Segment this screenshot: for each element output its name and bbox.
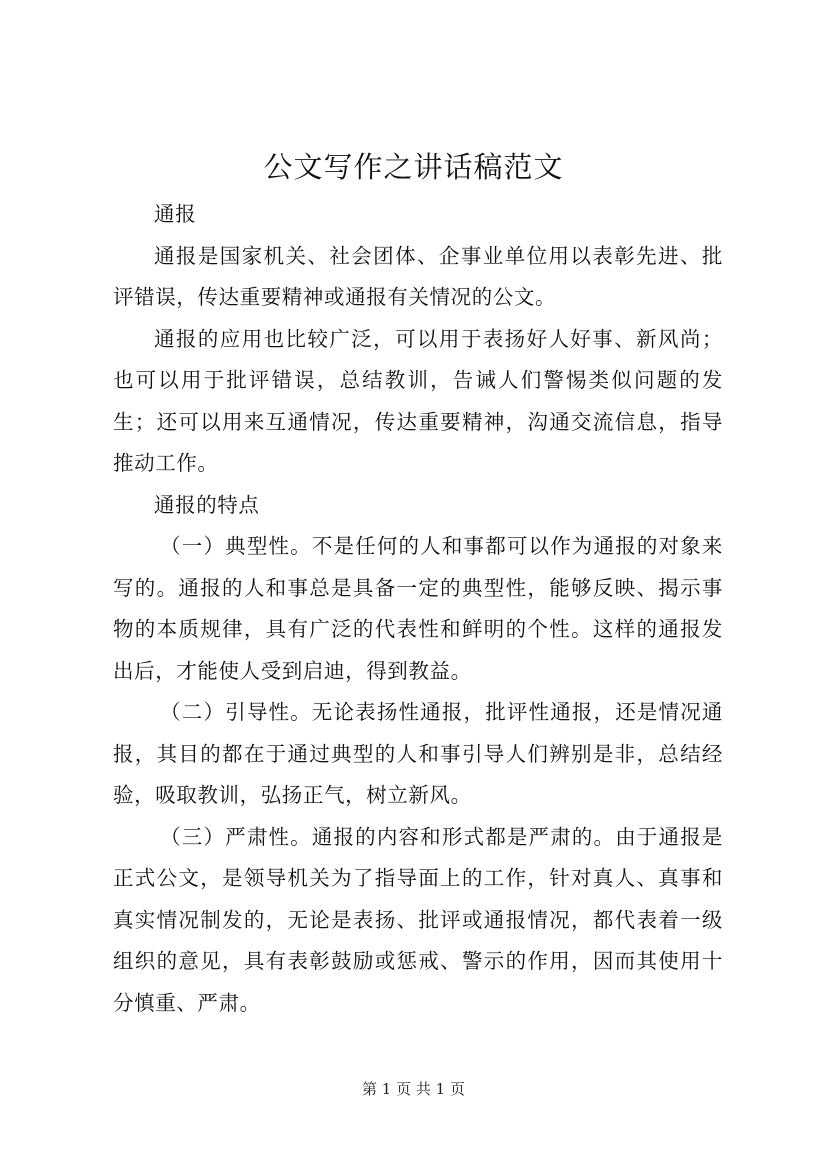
- paragraph-guidance: （二）引导性。无论表扬性通报，批评性通报，还是情况通报，其目的都在于通过典型的人和事引导人们辨别是非，总结经验，吸取教训，弘扬正气，树立新风。: [113, 700, 723, 807]
- section-heading-features: 通报的特点: [154, 492, 260, 517]
- section-heading-tongbao: 通报: [154, 202, 197, 226]
- paragraph-definition: 通报是国家机关、社会团体、企事业单位用以表彰先进、批评错误，传达重要精神或通报有关情况的公文。: [113, 243, 723, 309]
- document-title: 公文写作之讲话稿范文: [263, 150, 564, 184]
- page-footer: 第 1 页 共 1 页: [362, 1080, 465, 1098]
- paragraph-seriousness: （三）严肃性。通报的内容和形式都是严肃的。由于通报是正式公文，是领导机关为了指导面上的工作，针对真人、真事和真实情况制发的，无论是表扬、批评或通报情况，都代表着一级组织的意见，具有表彰鼓励或惩戒、警示的作用，因而其使用十分慎重、严肃。: [113, 824, 723, 1015]
- document-body: [113, 194, 723, 1024]
- paragraph-application: 通报的应用也比较广泛，可以用于表扬好人好事、新风尚；也可以用于批评错误，总结教训，告诫人们警惕类似问题的发生；还可以用来互通情况，传达重要精神，沟通交流信息，指导推动工作。: [113, 326, 723, 475]
- paragraph-typicality: （一）典型性。不是任何的人和事都可以作为通报的对象来写的。通报的人和事总是具备一定的典型性，能够反映、揭示事物的本质规律，具有广泛的代表性和鲜明的个性。这样的通报发出后，才能使人受到启迪，得到教益。: [113, 534, 723, 683]
